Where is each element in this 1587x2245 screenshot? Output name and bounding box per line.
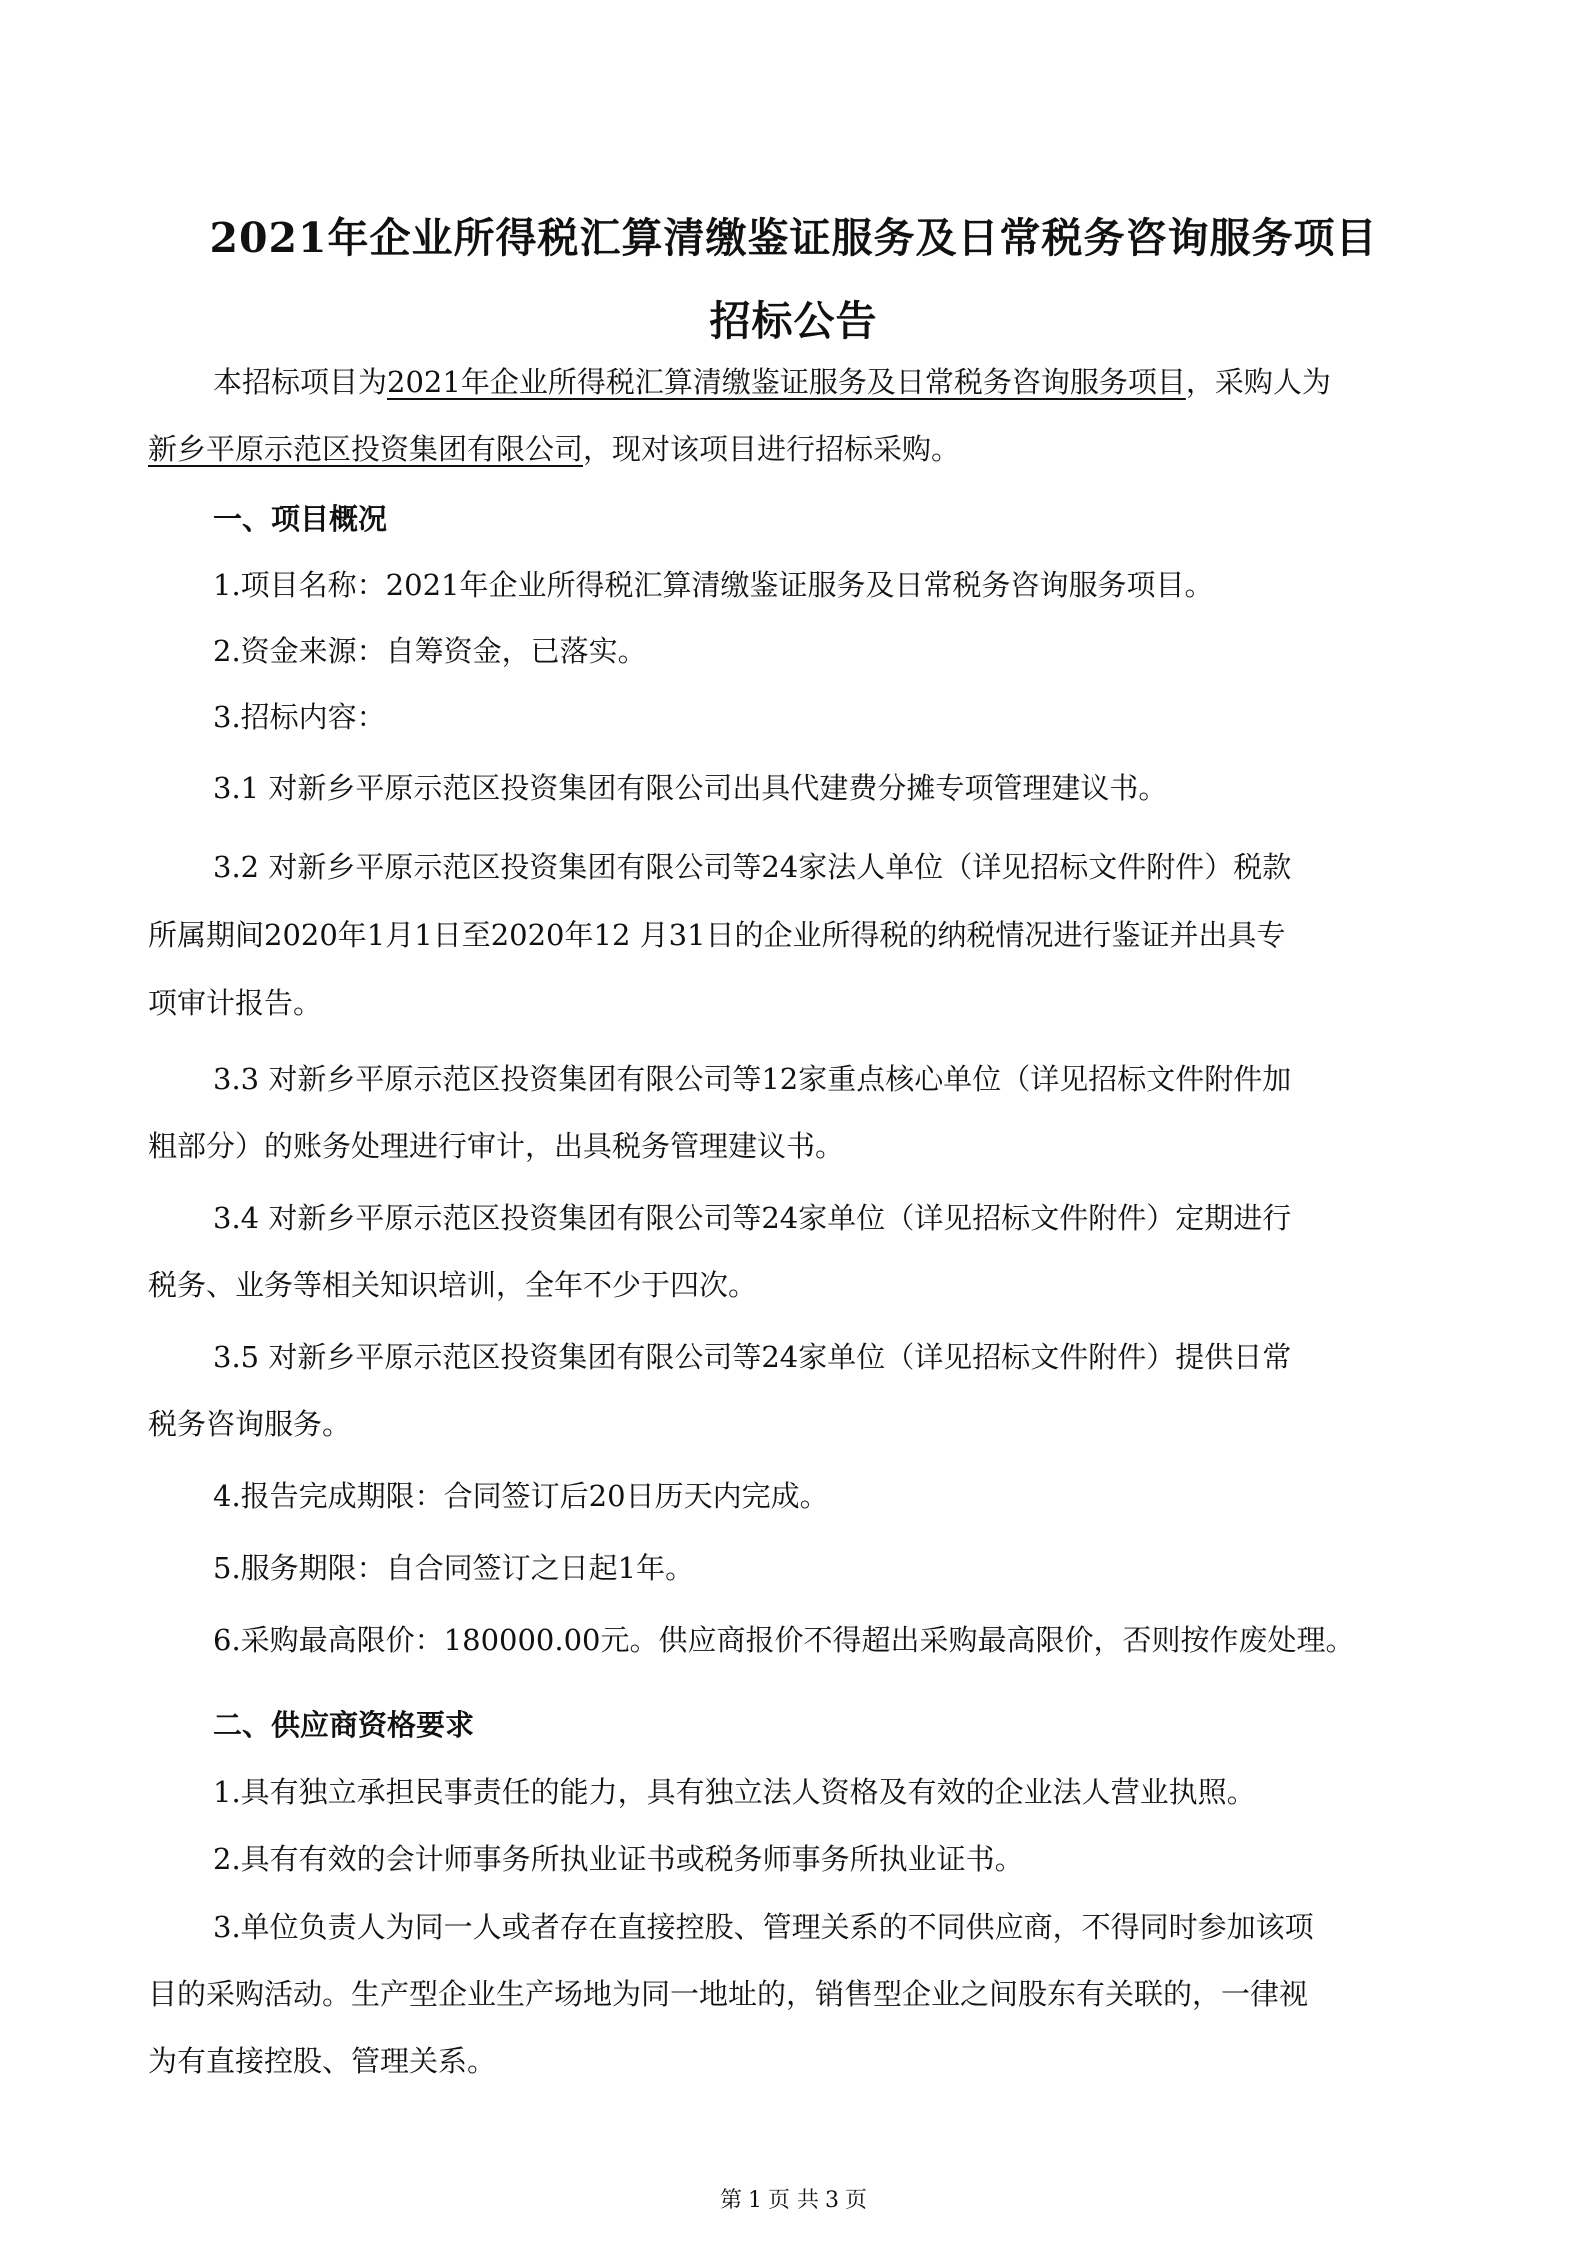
section1-item3-5-line1: 3.5 对新乡平原示范区投资集团有限公司等24家单位（详见招标文件附件）提供日常 (213, 1340, 1292, 1374)
intro-text-1: 本招标项目为 (213, 365, 388, 399)
intro-project-name: 2021年企业所得税汇算清缴鉴证服务及日常税务咨询服务项目 (387, 365, 1186, 399)
section1-item3: 3.招标内容： (213, 700, 386, 734)
footer-suffix: 页 (845, 2188, 868, 2213)
section2-item3-line3: 为有直接控股、管理关系。 (148, 2044, 497, 2078)
section1-item3-2-line2: 所属期间2020年1月1日至2020年12 月31日的企业所得税的纳税情况进行鉴证并出具专 (148, 918, 1286, 952)
section1-item2: 2.资金来源：自筹资金，已落实。 (213, 634, 647, 668)
section1-item6: 6.采购最高限价：180000.00元。供应商报价不得超出采购最高限价，否则按作废处理。 (213, 1623, 1355, 1657)
section1-heading: 一、项目概况 (213, 502, 388, 536)
intro-purchaser: 新乡平原示范区投资集团有限公司 (148, 432, 584, 466)
document-title: 2021年企业所得税汇算清缴鉴证服务及日常税务咨询服务项目 (209, 214, 1378, 262)
section2-item3-line2: 目的采购活动。生产型企业生产场地为同一地址的，销售型企业之间股东有关联的，一律视 (148, 1977, 1309, 2011)
section1-item3-3-line1: 3.3 对新乡平原示范区投资集团有限公司等12家重点核心单位（详见招标文件附件加 (213, 1062, 1292, 1096)
intro-text-3: ，现对该项目进行招标采购。 (583, 432, 961, 466)
section2-item1: 1.具有独立承担民事责任的能力，具有独立法人资格及有效的企业法人营业执照。 (213, 1775, 1256, 1809)
footer-page-number: 1 (748, 2188, 762, 2213)
intro-paragraph-line1 (213, 360, 1513, 404)
document-subtitle: 招标公告 (709, 297, 878, 345)
section2-item2: 2.具有有效的会计师事务所执业证书或税务师事务所执业证书。 (213, 1842, 1024, 1876)
page-footer (0, 2183, 1587, 2214)
intro-text-2: ，采购人为 (1185, 365, 1331, 399)
section1-item3-2-line1: 3.2 对新乡平原示范区投资集团有限公司等24家法人单位（详见招标文件附件）税款 (213, 850, 1292, 884)
footer-total-pages: 3 (825, 2188, 839, 2213)
section1-item3-4-line2: 税务、业务等相关知识培训，全年不少于四次。 (148, 1268, 758, 1302)
section1-item3-1: 3.1 对新乡平原示范区投资集团有限公司出具代建费分摊专项管理建议书。 (213, 771, 1168, 805)
footer-mid: 页 共 (768, 2188, 819, 2213)
intro-paragraph-line2 (148, 427, 1448, 471)
section2-heading: 二、供应商资格要求 (213, 1708, 475, 1742)
section2-item3-line1: 3.单位负责人为同一人或者存在直接控股、管理关系的不同供应商，不得同时参加该项 (213, 1910, 1314, 1944)
footer-prefix: 第 (719, 2188, 742, 2213)
section1-item5: 5.服务期限：自合同签订之日起1年。 (213, 1551, 695, 1585)
section1-item3-2-line3: 项审计报告。 (148, 986, 323, 1020)
section1-item3-4-line1: 3.4 对新乡平原示范区投资集团有限公司等24家单位（详见招标文件附件）定期进行 (213, 1201, 1292, 1235)
section1-item4: 4.报告完成期限：合同签订后20日历天内完成。 (213, 1479, 829, 1513)
section1-item3-3-line2: 粗部分）的账务处理进行审计，出具税务管理建议书。 (148, 1129, 845, 1163)
section1-item3-5-line2: 税务咨询服务。 (148, 1407, 352, 1441)
section1-item1: 1.项目名称：2021年企业所得税汇算清缴鉴证服务及日常税务咨询服务项目。 (213, 568, 1214, 602)
